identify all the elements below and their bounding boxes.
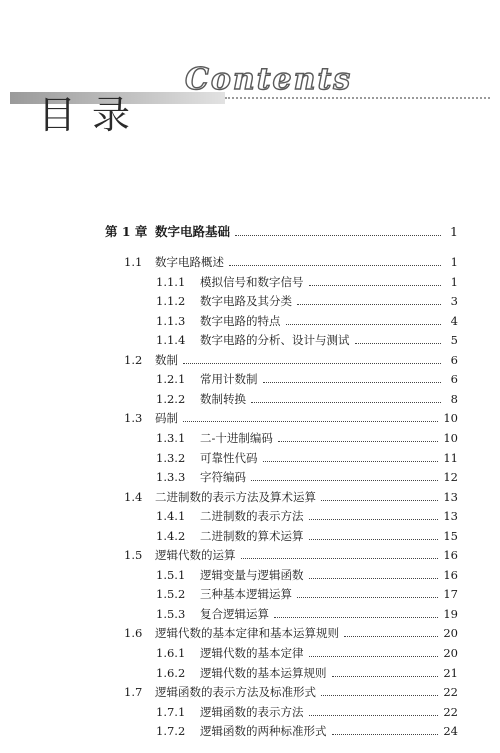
toc-page-number: 6 bbox=[450, 372, 458, 387]
toc-entry[interactable] bbox=[156, 665, 458, 681]
toc-leader bbox=[309, 578, 439, 579]
toc-entry-title: 逻辑代数的基本定律 bbox=[200, 646, 304, 660]
toc-entry-title: 逻辑函数的表示方法及标准形式 bbox=[155, 685, 316, 700]
toc-entry-title: 字符编码 bbox=[200, 470, 246, 485]
toc-entry-title: 二-十进制编码 bbox=[200, 430, 273, 445]
toc-entry[interactable] bbox=[156, 704, 458, 720]
toc-leader bbox=[321, 695, 438, 696]
toc-page-number: 4 bbox=[450, 313, 458, 328]
toc-entry-title: 逻辑代数的运算 bbox=[155, 548, 236, 563]
toc-entry-number: 1.1.4 bbox=[156, 333, 186, 348]
toc-page-number: 5 bbox=[450, 333, 458, 348]
toc-leader bbox=[309, 656, 439, 657]
toc-entry-title: 常用计数制 bbox=[200, 372, 258, 387]
toc-leader bbox=[321, 500, 438, 501]
toc-entry-number: 1.7.1 bbox=[156, 704, 186, 719]
toc-entry[interactable] bbox=[156, 469, 458, 485]
toc-leader bbox=[263, 461, 439, 462]
toc-chapter-number: 第 1 章 bbox=[105, 224, 148, 239]
toc-entry-title: 数字电路概述 bbox=[155, 255, 224, 269]
toc-entry[interactable] bbox=[156, 450, 458, 466]
toc-entry-title: 数字电路及其分类 bbox=[200, 294, 292, 309]
page-title: 目录 bbox=[38, 93, 147, 137]
toc-entry-title: 可靠性代码 bbox=[200, 450, 258, 465]
toc-entry-title: 逻辑函数的表示方法 bbox=[200, 704, 304, 719]
contents-heading: Contents bbox=[185, 62, 353, 97]
toc-page-number: 6 bbox=[450, 352, 458, 367]
toc-page-number: 1 bbox=[450, 274, 458, 289]
toc-page-number: 16 bbox=[443, 567, 458, 582]
toc-entry-number: 1.6 bbox=[124, 626, 143, 641]
toc-entry-title: 数制转换 bbox=[200, 391, 246, 406]
toc-entry[interactable] bbox=[156, 430, 458, 446]
toc-entry-title: 二进制数的表示方法及算术运算 bbox=[155, 489, 316, 504]
toc-leader bbox=[183, 363, 441, 364]
toc-entry[interactable] bbox=[156, 586, 458, 602]
toc-entry[interactable] bbox=[156, 274, 458, 290]
toc-entry[interactable] bbox=[156, 528, 458, 544]
toc-entry-number: 1.4.1 bbox=[156, 509, 186, 524]
toc-entry-number: 1.1.3 bbox=[156, 313, 186, 328]
toc-entry-number: 1.7.2 bbox=[156, 724, 186, 739]
toc-page-number: 22 bbox=[443, 685, 458, 700]
toc-leader bbox=[278, 441, 438, 442]
toc-entry-number: 1.4 bbox=[124, 489, 143, 504]
toc-entry-number: 1.5.1 bbox=[156, 567, 186, 582]
toc-entry[interactable] bbox=[124, 625, 458, 641]
toc-entry-title: 数字电路的特点 bbox=[200, 313, 281, 328]
toc-leader bbox=[235, 235, 441, 236]
toc-entry-number: 1.2 bbox=[124, 352, 143, 367]
toc-page-number: 20 bbox=[443, 646, 458, 660]
toc-entry-number: 1.3.3 bbox=[156, 470, 186, 485]
toc-page-number: 1 bbox=[450, 224, 458, 239]
toc-page-number: 21 bbox=[443, 665, 458, 680]
toc-entry[interactable] bbox=[156, 723, 458, 739]
toc-entry-number: 1.5.3 bbox=[156, 606, 186, 621]
toc-leader bbox=[309, 519, 439, 520]
toc-leader bbox=[274, 617, 438, 618]
toc-entry[interactable] bbox=[124, 410, 458, 426]
toc-leader bbox=[229, 265, 441, 266]
toc-page-number: 13 bbox=[443, 509, 458, 524]
toc-entry[interactable] bbox=[156, 508, 458, 524]
toc-entry-number: 1.1 bbox=[124, 255, 143, 269]
toc-page-number: 11 bbox=[443, 450, 458, 465]
toc-page-number: 13 bbox=[443, 489, 458, 504]
toc-leader bbox=[251, 402, 441, 403]
toc-entry-title: 复合逻辑运算 bbox=[200, 606, 269, 621]
toc-leader bbox=[297, 597, 438, 598]
toc-entry-title: 二进制数的算术运算 bbox=[200, 528, 304, 543]
toc-page-number: 20 bbox=[443, 626, 458, 641]
toc-chapter-title: 数字电路基础 bbox=[155, 224, 231, 239]
toc-entry-title: 逻辑函数的两种标准形式 bbox=[200, 724, 327, 739]
toc-leader bbox=[355, 343, 442, 344]
toc-leader bbox=[332, 734, 439, 735]
toc-entry[interactable] bbox=[124, 489, 458, 505]
toc-leader bbox=[332, 676, 439, 677]
toc-leader bbox=[241, 558, 439, 559]
toc-entry-number: 1.3 bbox=[124, 411, 143, 426]
toc-page-number: 10 bbox=[443, 411, 458, 426]
toc-entry-number: 1.2.1 bbox=[156, 372, 186, 387]
toc-leader bbox=[297, 304, 441, 305]
toc-entry-number: 1.5.2 bbox=[156, 587, 186, 602]
toc-page-number: 15 bbox=[443, 528, 458, 543]
toc-entry-title: 模拟信号和数字信号 bbox=[200, 274, 304, 289]
toc-entry[interactable] bbox=[124, 684, 458, 700]
toc-page-number: 17 bbox=[443, 587, 458, 602]
toc-page-number: 12 bbox=[443, 470, 458, 485]
toc-page-number: 8 bbox=[450, 391, 458, 406]
toc-entry[interactable] bbox=[156, 332, 458, 348]
toc-entry-number: 1.7 bbox=[124, 685, 143, 700]
toc-page-number: 19 bbox=[443, 606, 458, 621]
toc-entry[interactable] bbox=[156, 645, 458, 661]
toc-page-number: 22 bbox=[443, 704, 458, 719]
toc-leader bbox=[263, 382, 442, 383]
toc-page-number: 24 bbox=[443, 724, 458, 739]
toc-entry[interactable] bbox=[124, 352, 458, 368]
toc-entry[interactable] bbox=[156, 371, 458, 387]
toc-leader bbox=[183, 421, 438, 422]
toc-page-number: 3 bbox=[450, 294, 458, 309]
toc-entry-number: 1.3.1 bbox=[156, 430, 186, 445]
toc-entry-title: 三种基本逻辑运算 bbox=[200, 587, 292, 602]
toc-entry-title: 数字电路的分析、设计与测试 bbox=[200, 333, 350, 348]
toc-entry[interactable] bbox=[156, 567, 458, 583]
toc-entry[interactable] bbox=[156, 313, 458, 329]
toc-entry-number: 1.4.2 bbox=[156, 528, 186, 543]
toc-entry-number: 1.3.2 bbox=[156, 450, 186, 465]
toc-entry-title: 逻辑代数的基本定律和基本运算规则 bbox=[155, 626, 339, 641]
toc-entry[interactable] bbox=[156, 293, 458, 309]
toc-leader bbox=[344, 636, 438, 637]
toc-leader bbox=[309, 539, 439, 540]
toc-entry-number: 1.6.2 bbox=[156, 665, 186, 680]
toc-page-number: 10 bbox=[443, 430, 458, 445]
toc-chapter-entry[interactable] bbox=[105, 222, 458, 240]
toc-entry[interactable] bbox=[124, 254, 458, 270]
toc-entry-title: 二进制数的表示方法 bbox=[200, 509, 304, 524]
toc-entry-title: 逻辑变量与逻辑函数 bbox=[200, 567, 304, 582]
toc-entry[interactable] bbox=[156, 391, 458, 407]
toc-leader bbox=[309, 285, 442, 286]
toc-page-number: 1 bbox=[450, 255, 458, 269]
toc-entry-title: 码制 bbox=[155, 411, 178, 426]
toc-entry[interactable] bbox=[156, 606, 458, 622]
toc-entry-title: 数制 bbox=[155, 352, 178, 367]
toc-leader bbox=[251, 480, 438, 481]
toc-entry-number: 1.1.2 bbox=[156, 294, 186, 309]
toc-page-number: 16 bbox=[443, 548, 458, 563]
toc-entry-number: 1.6.1 bbox=[156, 646, 186, 660]
toc-entry-number: 1.2.2 bbox=[156, 391, 186, 406]
toc-leader bbox=[286, 324, 442, 325]
toc-entry-title: 逻辑代数的基本运算规则 bbox=[200, 665, 327, 680]
toc-entry-number: 1.1.1 bbox=[156, 274, 186, 289]
toc-entry-number: 1.5 bbox=[124, 548, 143, 563]
toc-entry[interactable] bbox=[124, 547, 458, 563]
toc-leader bbox=[309, 715, 439, 716]
header-dotted-rule bbox=[225, 97, 490, 99]
